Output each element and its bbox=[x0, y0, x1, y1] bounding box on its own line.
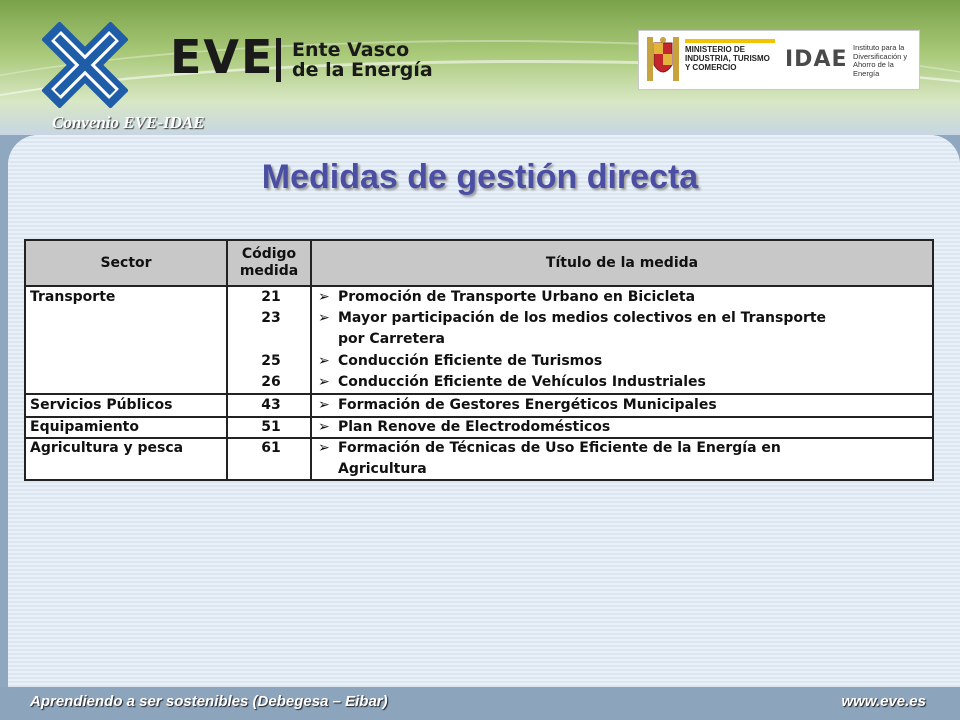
bullet-arrow-icon: ➢ bbox=[318, 310, 330, 326]
measure-text: Plan Renove de Electrodomésticos bbox=[338, 419, 611, 435]
eve-logo-icon bbox=[42, 22, 128, 108]
column-divider bbox=[226, 241, 228, 479]
measure-23-cont: por Carretera bbox=[338, 331, 445, 347]
header-sector: Sector bbox=[100, 254, 152, 271]
header-code-line1: Código bbox=[241, 246, 297, 262]
partner-logos bbox=[638, 30, 920, 90]
measure-text: Mayor participación de los medios colectivos en el Transporte bbox=[338, 310, 827, 326]
table-header bbox=[26, 241, 932, 287]
brand-subtitle-line1: Ente Vasco bbox=[292, 39, 410, 61]
footer-caption: Aprendiendo a ser sostenibles (Debegesa – Eibar) bbox=[30, 693, 388, 710]
measure-text: Promoción de Transporte Urbano en Bicicleta bbox=[338, 289, 696, 305]
footer-band bbox=[0, 687, 960, 720]
sector-equipamiento: Equipamiento bbox=[30, 419, 139, 435]
ministry-bar bbox=[685, 39, 775, 43]
brand-divider bbox=[276, 38, 281, 82]
bullet-arrow-icon: ➢ bbox=[318, 289, 330, 305]
header-measure: Título de la medida bbox=[545, 254, 699, 271]
measure-23 bbox=[318, 308, 826, 329]
code-51: 51 bbox=[261, 419, 281, 435]
brand-subtitle bbox=[292, 40, 433, 80]
measure-51 bbox=[318, 417, 610, 438]
code-23: 23 bbox=[261, 310, 281, 326]
measure-text: Conducción Eficiente de Turismos bbox=[338, 353, 603, 369]
measure-text: Formación de Gestores Energéticos Municipales bbox=[338, 397, 717, 413]
page-title: Medidas de gestión directa bbox=[261, 158, 699, 196]
spanish-shield-icon bbox=[643, 35, 683, 85]
convenio-label: Convenio EVE-IDAE bbox=[52, 113, 205, 132]
measure-text: Conducción Eficiente de Vehículos Industriales bbox=[338, 374, 706, 390]
sector-servicios: Servicios Públicos bbox=[30, 397, 173, 413]
measure-43 bbox=[318, 395, 717, 416]
sector-agricultura: Agricultura y pesca bbox=[30, 440, 184, 456]
bullet-arrow-icon: ➢ bbox=[318, 353, 330, 369]
code-21: 21 bbox=[261, 289, 281, 305]
measures-table bbox=[24, 239, 934, 481]
footer-website-link[interactable]: www.eve.es bbox=[841, 693, 926, 710]
brand-name: EVE bbox=[170, 30, 275, 84]
brand-subtitle-line2: de la Energía bbox=[292, 59, 433, 81]
ministry-name: MINISTERIO DE INDUSTRIA, TURISMO Y COMERCIO bbox=[685, 45, 770, 72]
header-code-line2: medida bbox=[239, 263, 299, 279]
measure-26 bbox=[318, 372, 706, 393]
measure-61 bbox=[318, 438, 781, 459]
measure-text: Formación de Técnicas de Uso Eficiente de la Energía en bbox=[338, 440, 781, 456]
header-code bbox=[228, 241, 310, 285]
measure-61-cont: Agricultura bbox=[338, 461, 427, 477]
bullet-arrow-icon: ➢ bbox=[318, 440, 330, 456]
measure-21 bbox=[318, 287, 695, 308]
idae-subtitle: Instituto para la Diversificación y Ahorro de la Energía bbox=[853, 43, 908, 78]
code-43: 43 bbox=[261, 397, 281, 413]
bullet-arrow-icon: ➢ bbox=[318, 374, 330, 390]
code-61: 61 bbox=[261, 440, 281, 456]
code-26: 26 bbox=[261, 374, 281, 390]
idae-logo: IDAE bbox=[785, 47, 848, 72]
bullet-arrow-icon: ➢ bbox=[318, 419, 330, 435]
measure-25 bbox=[318, 351, 602, 372]
sector-transporte: Transporte bbox=[30, 289, 116, 305]
code-25: 25 bbox=[261, 353, 281, 369]
header-band bbox=[0, 0, 960, 135]
bullet-arrow-icon: ➢ bbox=[318, 397, 330, 413]
